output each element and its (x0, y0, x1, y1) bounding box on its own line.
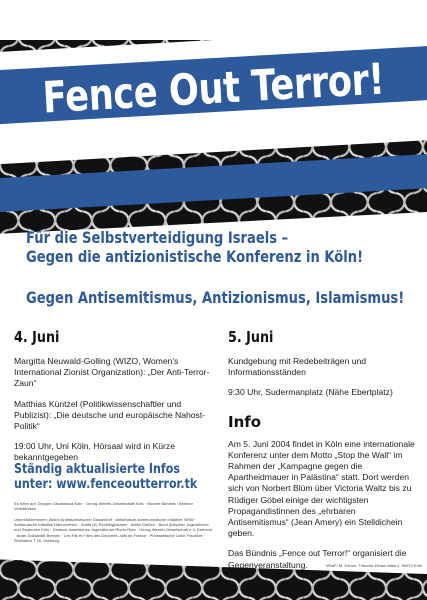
event-time-place: 19:00 Uhr, Uni Köln, Hörsaal wird in Kürze bekanntgegeben (14, 441, 175, 463)
website-info-line-1: Ständig aktualisierte Infos (14, 462, 180, 477)
headline-line-1: Für die Selbstverteidigung Israels – (26, 228, 289, 247)
info-heading: Info (228, 412, 262, 431)
headline (26, 228, 364, 266)
supporters-list: Unterstützer/innen: Aktion Antifaschistischer Düsseldorf · Antideutsch-kommunistische Initiative, NRW · Antideutsche Initiative Hannoversch · Antifa (K) Recklinghausen · Antifa Gießen · Bund jüdischer Jugendlicher und Studenten Köln · Deutsch-Israelisches Jugendforum Rhein-Ruhr · Georg-Weerth-Gesellschaft e.V. Detmold · Israel-Solidarität Bremen · Les Fils et Filles des Déportés Juifs de France · Proisraelische Linke Frankfurt · Redaktion T 26, Duisburg (14, 517, 212, 543)
website-link[interactable]: unter: www.fenceoutterror.tk (14, 477, 198, 492)
date-june-5: 5. Juni (228, 328, 274, 346)
rally-description: Kundgebung mit Redebeiträgen und Informationsständen (228, 356, 367, 378)
left-column (14, 328, 214, 473)
rally-time-place: 9:30 Uhr, Sudermanplatz (Nähe Ebertplatz) (228, 387, 393, 398)
headline-line-2: Gegen die antizionistische Konferenz in Köln! (26, 247, 364, 266)
imprint: ViSdP: M. Körner, Theodor-Heuss-Allee 1, 50672 Köln (325, 563, 422, 568)
banner-title: Fence Out Terror! (41, 54, 386, 124)
alliance-text: Das Bündnis „Fence out Terror!“ organisiert die Gegenveranstaltung. (228, 548, 407, 570)
right-column (228, 328, 418, 580)
website-info (14, 462, 197, 492)
speaker-1: Margitta Neuwald-Golling (WIZO, Women's International Zionist Organization): „Der Anti-Terror-Zaun“ (14, 356, 210, 389)
info-text: Am 5. Juni 2004 findet in Köln eine internationale Konferenz unter dem Motto „Stop the Wall“ im Rahmen der „Kampagne gegen die Apartheidmauer in Palästina“ statt. Dort werden sich von Norbert Blüm über Victoria Waltz bis zu Rüdiger Göbel einige der wichtigsten Propagandistinnen des „ehrbaren Antisemitismus“ (Jean Amery) ein Stelldichein geben. (228, 438, 415, 539)
callers-list: Es rufen auf: Gruppe Casablanca Köln · Georg-Weerth-Gesellschaft Köln · Bonner Bündnis / Berliner Verhältnisse (14, 501, 193, 512)
speaker-2: Matthias Küntzel (Politikwissenschaftler und Publizist): „Die deutsche und europäische Nahost-Politik“ (14, 398, 206, 432)
date-june-4: 4. Juni (14, 328, 60, 346)
subheadline: Gegen Antisemitismus, Antizionismus, Islamismus! (26, 288, 405, 307)
